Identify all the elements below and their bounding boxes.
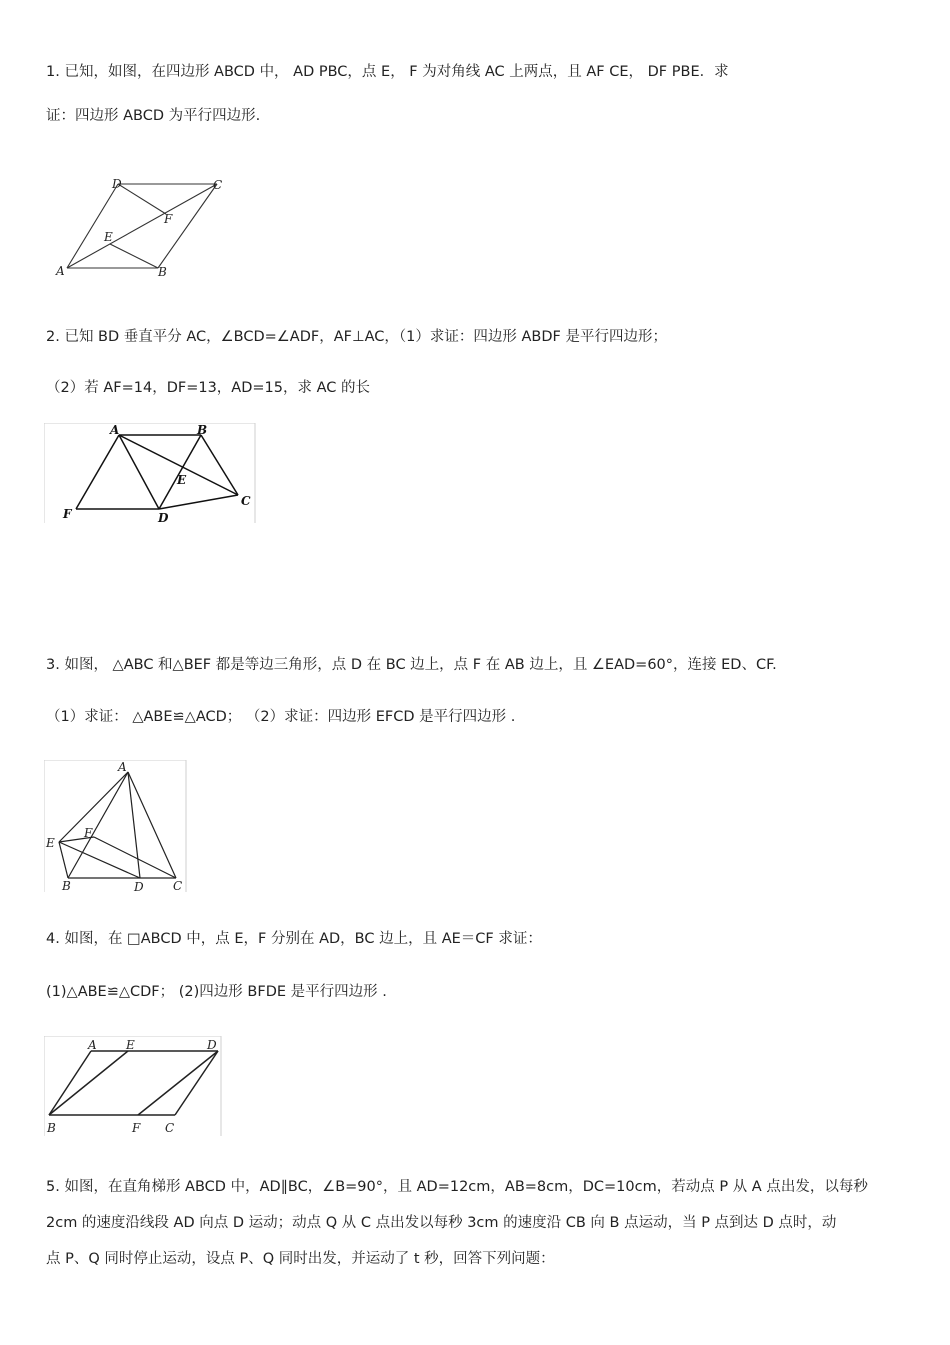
fig4-label-F: F: [132, 1121, 141, 1135]
fig4-label-A: A: [88, 1038, 97, 1052]
problem-4-line-2: (1)△ABE≌△CDF； (2)四边形 BFDE 是平行四边形 .: [46, 984, 387, 1000]
fig3-label-C: C: [173, 879, 183, 893]
fig1-label-B: B: [158, 265, 167, 279]
fig2-label-F: F: [63, 507, 72, 521]
figure-1-parallelogram: [50, 172, 240, 282]
problem-4-line-1: 4. 如图，在 □ABCD 中，点 E，F 分别在 AD，BC 边上，且 AE＝CF 求证：: [46, 931, 542, 947]
fig2-label-B: B: [197, 423, 208, 437]
fig2-label-C: C: [241, 494, 251, 508]
fig3-label-F: F: [84, 826, 93, 840]
fig2-label-E: E: [177, 473, 187, 487]
fig3-label-E: E: [46, 836, 55, 850]
problem-5-line-2: 2cm 的速度沿线段 AD 向点 D 运动；动点 Q 从 C 点出发以每秒 3cm 的速度沿 CB 向 B 点运动，当 P 点到达 D 点时，动: [46, 1215, 837, 1231]
problem-2-line-1: 2. 已知 BD 垂直平分 AC，∠BCD=∠ADF，AF⊥AC，（1）求证：四边形 ABDF 是平行四边形；: [46, 329, 667, 345]
figure-2-quadrilateral: [44, 423, 258, 525]
fig4-label-C: C: [165, 1121, 175, 1135]
problem-5-line-1: 5. 如图，在直角梯形 ABCD 中，AD∥BC，∠B=90°，且 AD=12cm，AB=8cm，DC=10cm，若动点 P 从 A 点出发，以每秒: [46, 1179, 868, 1195]
fig4-label-E: E: [126, 1038, 135, 1052]
fig3-label-D: D: [134, 880, 144, 894]
fig2-label-D: D: [158, 511, 169, 525]
figure-4-parallelogram: [44, 1036, 224, 1138]
fig3-label-A: A: [118, 760, 127, 774]
problem-2-line-2: （2）若 AF=14，DF=13，AD=15，求 AC 的长: [46, 380, 370, 396]
fig3-label-B: B: [62, 879, 71, 893]
figure-3-triangles: [44, 760, 188, 894]
fig2-label-A: A: [110, 423, 120, 437]
problem-3-line-2: （1）求证： △ABE≌△ACD； （2）求证：四边形 EFCD 是平行四边形 .: [46, 709, 516, 725]
fig1-label-D: D: [112, 177, 122, 191]
fig1-label-A: A: [56, 264, 65, 278]
fig1-label-C: C: [213, 178, 223, 192]
problem-5-line-3: 点 P、Q 同时停止运动，设点 P、Q 同时出发，并运动了 t 秒，回答下列问题：: [46, 1251, 555, 1267]
problem-1-line-1: 1. 已知，如图，在四边形 ABCD 中， AD PBC，点 E， F 为对角线 AC 上两点，且 AF CE， DF PBE．求: [46, 64, 729, 80]
fig4-label-D: D: [207, 1038, 217, 1052]
fig4-label-B: B: [47, 1121, 56, 1135]
problem-3-line-1: 3. 如图， △ABC 和△BEF 都是等边三角形，点 D 在 BC 边上，点 F 在 AB 边上，且 ∠EAD=60°，连接 ED、CF.: [46, 657, 777, 673]
fig1-label-F: F: [164, 212, 173, 226]
problem-1-line-2: 证：四边形 ABCD 为平行四边形.: [46, 108, 261, 124]
fig1-label-E: E: [104, 230, 113, 244]
